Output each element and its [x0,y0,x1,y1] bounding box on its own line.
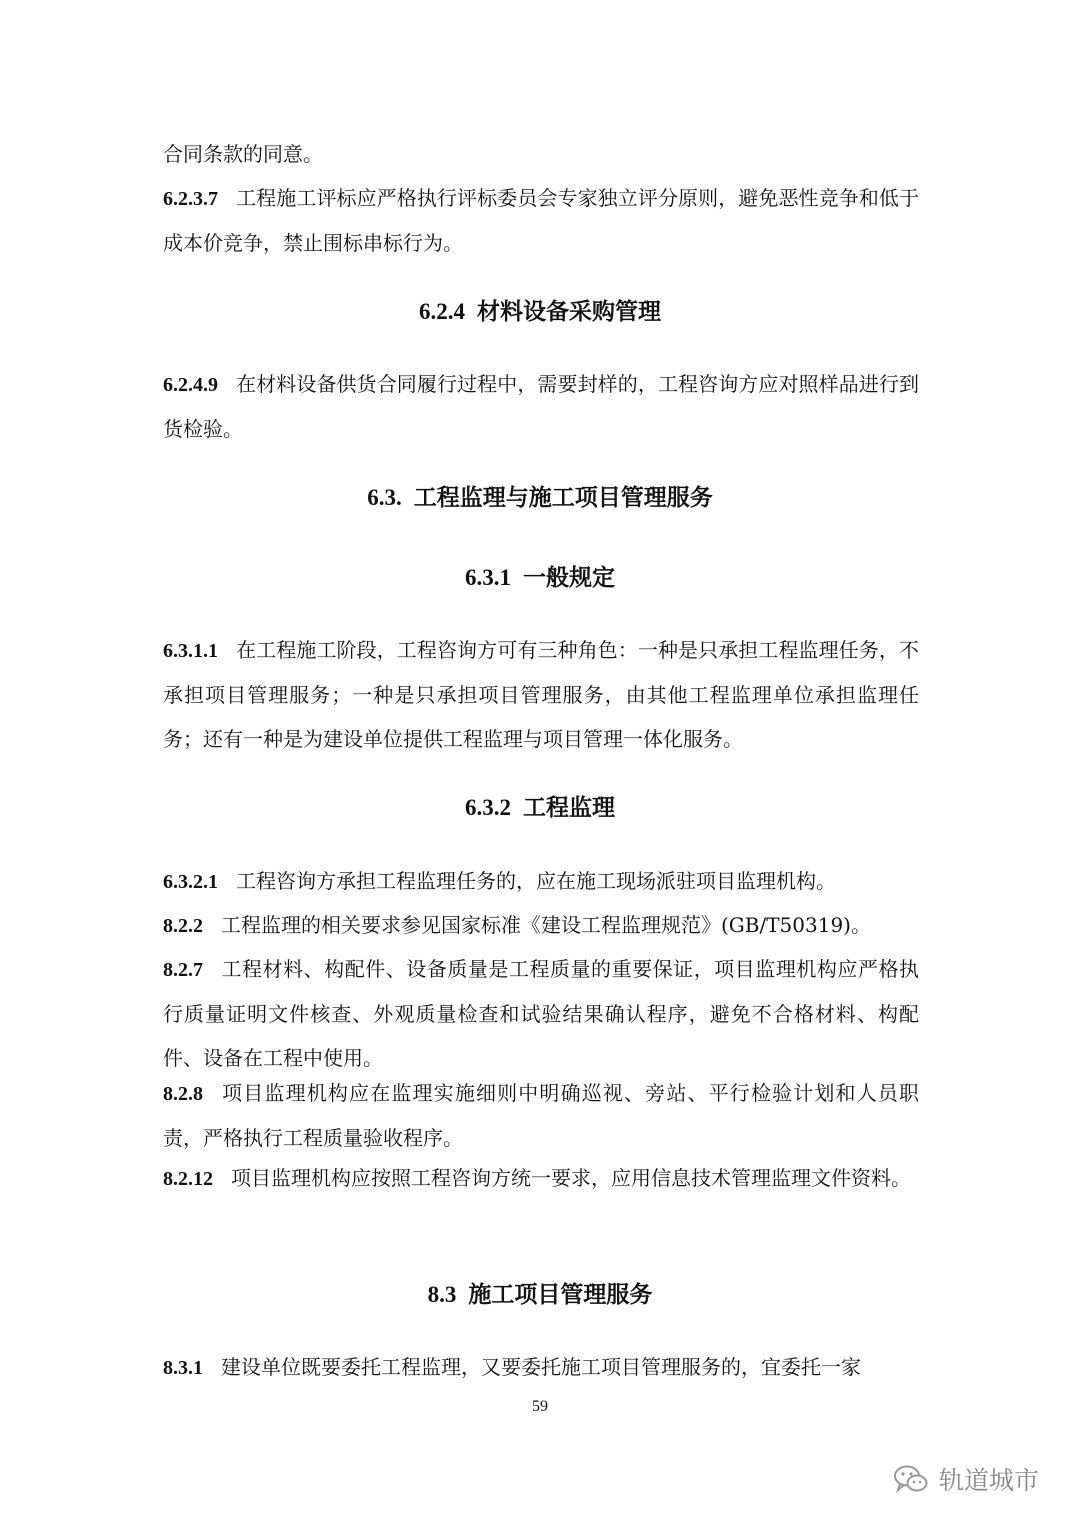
clause-number: 8.3.1 [163,1357,203,1379]
heading-number: 6.3. [367,485,402,510]
clause-text: 工程监理的相关要求参见国家标准《建设工程监理规范》(GB/T50319)。 [221,913,871,937]
section-heading-8-3 [0,1275,1080,1315]
heading-text: 工程监理 [523,794,615,821]
heading-text: 一般规定 [523,564,615,591]
clause-6-2-4-9 [163,362,919,451]
clause-8-2-7 [163,947,919,1080]
clause-8-2-2 [163,903,919,948]
heading-number: 6.3.2 [465,795,511,820]
clause-8-2-8 [163,1071,919,1160]
heading-text: 工程监理与施工项目管理服务 [413,484,713,511]
watermark-text: 轨道城市 [939,1466,1040,1495]
clause-number: 8.2.8 [163,1083,203,1105]
clause-8-3-1 [163,1345,919,1390]
heading-text: 施工项目管理服务 [468,1281,653,1308]
heading-number: 6.2.4 [419,299,465,324]
paragraph-text: 合同条款的同意。 [163,142,323,166]
heading-text: 材料设备采购管理 [477,298,661,325]
clause-6-2-3-7 [163,176,919,265]
clause-number: 6.2.4.9 [163,374,218,396]
clause-text: 工程咨询方承担工程监理任务的，应在施工现场派驻项目监理机构。 [236,869,836,893]
page-number: 59 [532,1398,548,1415]
clause-number: 6.3.2.1 [163,871,218,893]
clause-text: 项目监理机构应在监理实施细则中明确巡视、旁站、平行检验计划和人员职责，严格执行工程质量验收程序。 [163,1081,919,1150]
section-heading-6-3 [0,478,1080,518]
clause-6-3-1-1 [163,628,919,761]
clause-number: 8.2.2 [163,915,203,937]
section-heading-6-3-2 [0,788,1080,828]
clause-number: 8.2.7 [163,959,203,981]
clause-text: 在工程施工阶段，工程咨询方可有三种角色：一种是只承担工程监理任务，不承担项目管理服务；一种是只承担项目管理服务，由其他工程监理单位承担监理任务；还有一种是为建设单位提供工程监理与项目管理一体化服务。 [163,638,919,751]
clause-number: 8.2.12 [163,1168,213,1190]
clause-text: 工程施工评标应严格执行评标委员会专家独立评分原则，避免恶性竞争和低于成本价竞争，禁止围标串标行为。 [163,186,919,255]
clause-8-2-12 [163,1156,919,1201]
clause-text: 工程材料、构配件、设备质量是工程质量的重要保证，项目监理机构应严格执行质量证明文件核查、外观质量检查和试验结果确认程序，避免不合格材料、构配件、设备在工程中使用。 [163,957,919,1070]
heading-number: 8.3 [427,1282,457,1307]
paragraph-continuation [163,132,919,176]
section-heading-6-3-1 [0,558,1080,598]
wechat-icon [893,1464,929,1494]
clause-text: 在材料设备供货合同履行过程中，需要封样的，工程咨询方应对照样品进行到货检验。 [163,372,919,441]
heading-number: 6.3.1 [465,565,511,590]
clause-number: 6.3.1.1 [163,640,218,662]
clause-number: 6.2.3.7 [163,188,218,210]
watermark [893,1462,1063,1496]
clause-text: 建设单位既要委托工程监理，又要委托施工项目管理服务的，宜委托一家 [221,1355,861,1379]
clause-text: 项目监理机构应按照工程咨询方统一要求，应用信息技术管理监理文件资料。 [231,1166,911,1190]
section-heading-6-2-4 [0,292,1080,332]
clause-6-3-2-1 [163,859,919,904]
